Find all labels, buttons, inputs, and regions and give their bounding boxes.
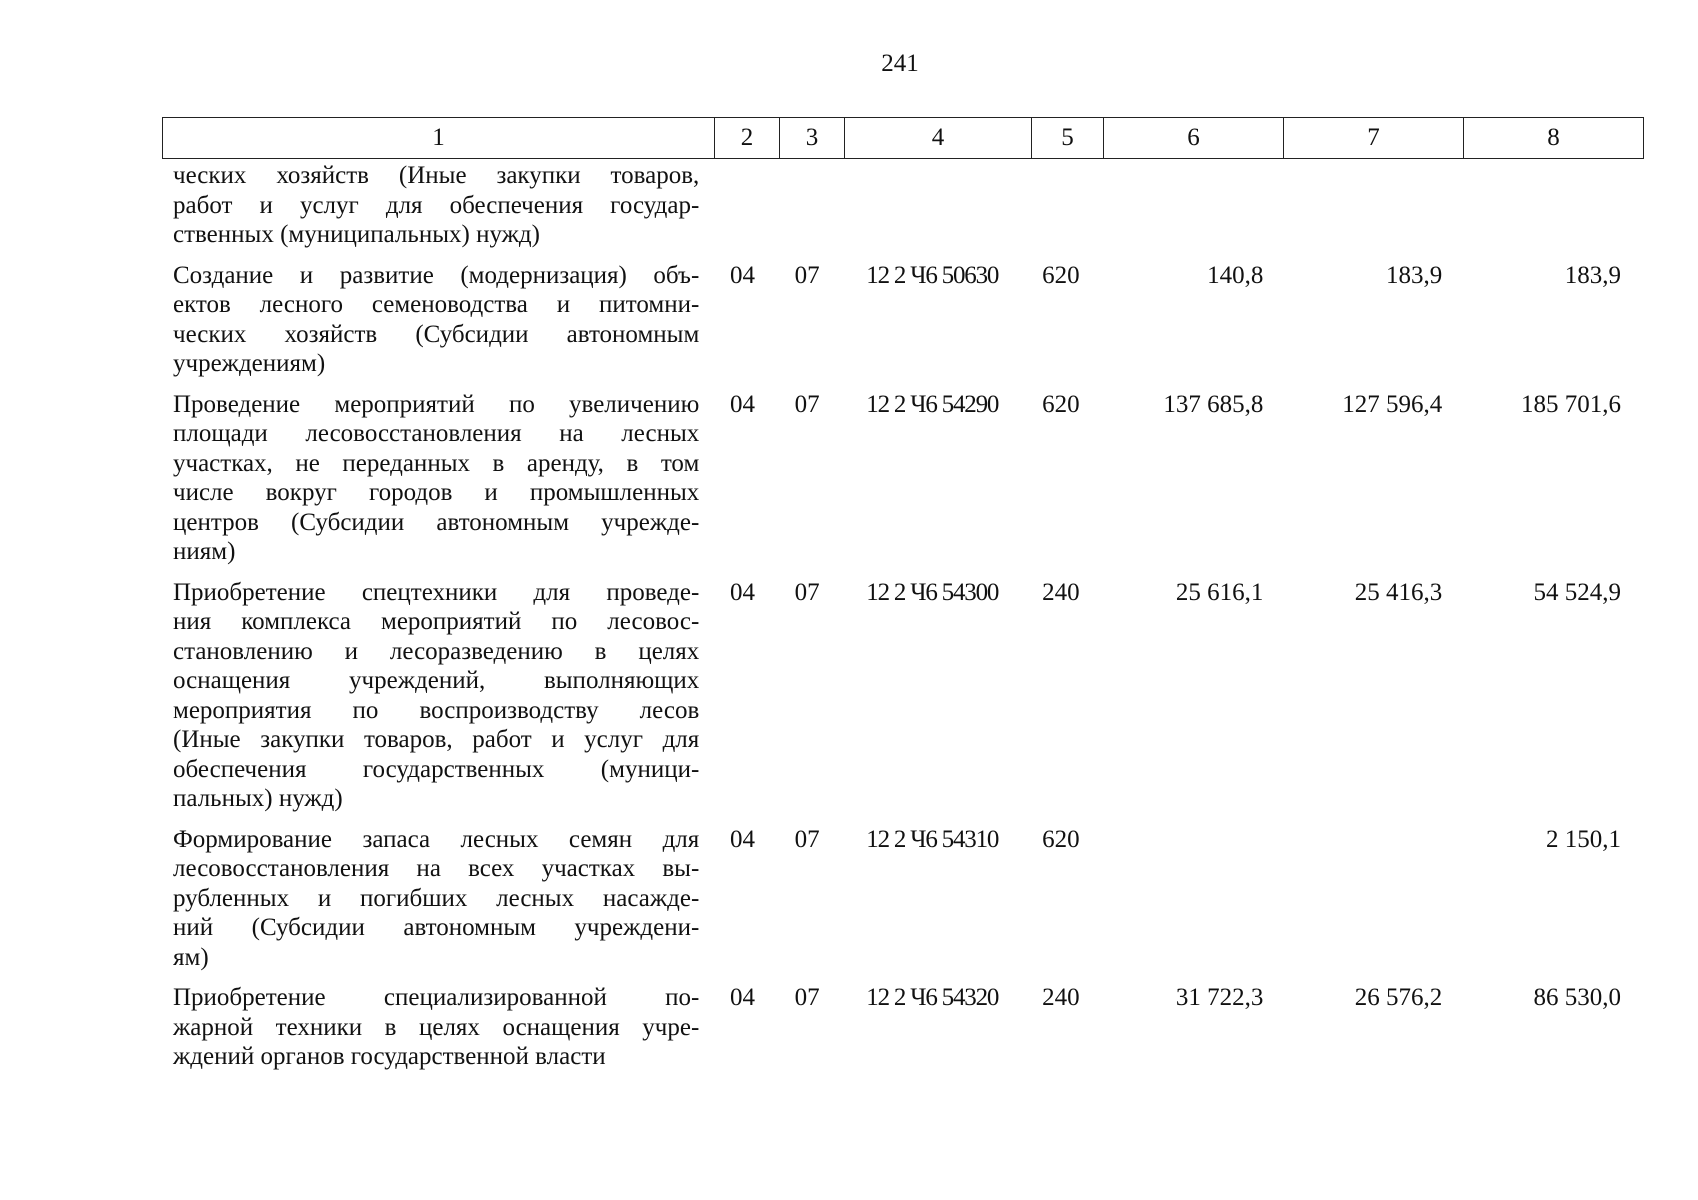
amount-col-8	[1454, 161, 1633, 250]
column-header-5: 5	[1032, 118, 1104, 159]
amount-col-6: 25 616,1	[1175, 578, 1264, 606]
amount-col-6: 137 685,8	[1163, 390, 1264, 418]
row-description	[162, 390, 710, 567]
section-code: 04	[730, 825, 756, 853]
amount-col-6	[1097, 825, 1276, 973]
description-line: оснащения учреждений, выполняющих	[173, 667, 700, 694]
description-line: ниям)	[173, 538, 236, 565]
description-line: ний (Субсидии автономным учреждени-	[173, 914, 700, 941]
description-line: Приобретение специализированной по-	[173, 984, 700, 1011]
description-line: рубленных и погибших лесных насажде-	[173, 884, 700, 912]
expense-type-code: 240	[1042, 578, 1080, 606]
amount-col-8: 185 701,6	[1521, 390, 1621, 418]
section-code	[710, 161, 775, 250]
table-row	[162, 390, 1633, 567]
description-line: жарной техники в целях оснащения учре-	[173, 1013, 700, 1041]
column-header-2: 2	[715, 118, 780, 159]
section-code: 04	[730, 984, 756, 1011]
description-line: площади лесовосстановления на лесных	[173, 420, 700, 447]
column-header-7: 7	[1284, 118, 1464, 159]
amount-col-8: 54 524,9	[1533, 578, 1621, 606]
amount-col-8: 86 530,0	[1533, 984, 1621, 1011]
description-line: лесовосстановления на всех участках вы-	[173, 855, 700, 882]
row-description	[162, 578, 710, 814]
target-item-code: 12 2 Ч6 54320	[866, 984, 999, 1011]
description-line: Проведение мероприятий по увеличению	[173, 390, 700, 418]
description-line: ния комплекса мероприятий по лесовос-	[173, 608, 700, 635]
expense-type-code: 620	[1042, 825, 1080, 853]
description-line: становлению и лесоразведению в целях	[173, 637, 700, 665]
description-line: пальных) нужд)	[173, 785, 343, 812]
description-line: (Иные закупки товаров, работ и услуг для	[173, 726, 700, 753]
description-line: ям)	[173, 943, 209, 971]
description-line: работ и услуг для обеспечения государ-	[173, 191, 700, 219]
description-line: мероприятия по воспроизводству лесов	[173, 696, 700, 724]
description-line: Приобретение спецтехники для проведе-	[173, 578, 700, 606]
table-row	[162, 261, 1633, 379]
target-item-code: 12 2 Ч6 54310	[866, 825, 999, 853]
description-line: Создание и развитие (модернизация) объ-	[173, 261, 700, 289]
subsection-code: 07	[794, 261, 820, 289]
amount-col-7: 127 596,4	[1342, 390, 1443, 418]
description-line: ческих хозяйств (Иные закупки товаров,	[173, 162, 700, 189]
table-body	[162, 161, 1633, 1083]
amount-col-7	[1275, 825, 1454, 973]
row-description	[162, 825, 710, 973]
description-line: ждений органов государственной власти	[173, 1043, 606, 1070]
description-line: ческих хозяйств (Субсидии автономным	[173, 320, 700, 348]
column-header-1: 1	[163, 118, 715, 159]
target-item-code: 12 2 Ч6 50630	[866, 261, 999, 289]
amount-col-8: 183,9	[1564, 261, 1621, 289]
description-line: числе вокруг городов и промышленных	[173, 479, 700, 506]
description-line: Формирование запаса лесных семян для	[173, 825, 700, 853]
description-line: ственных (муниципальных) нужд)	[173, 221, 540, 248]
subsection-code: 07	[794, 578, 820, 606]
table-row	[162, 983, 1633, 1072]
amount-col-6: 31 722,3	[1175, 984, 1264, 1011]
column-header-6: 6	[1104, 118, 1284, 159]
amount-col-7: 25 416,3	[1354, 578, 1443, 606]
subsection-code	[775, 161, 840, 250]
section-code: 04	[730, 578, 756, 606]
description-line: ектов лесного семеноводства и питомни-	[173, 291, 700, 318]
column-header-3: 3	[780, 118, 845, 159]
description-line: обеспечения государственных (муници-	[173, 755, 700, 783]
subsection-code: 07	[794, 825, 820, 853]
row-description	[162, 161, 710, 250]
table-row	[162, 578, 1633, 814]
section-code: 04	[730, 261, 756, 289]
expense-type-code: 620	[1042, 261, 1080, 289]
expense-type-code: 240	[1042, 984, 1080, 1011]
description-line: центров (Субсидии автономным учрежде-	[173, 508, 700, 536]
page-number: 241	[881, 50, 919, 77]
column-header-row	[163, 118, 1644, 159]
amount-col-7: 183,9	[1385, 261, 1443, 289]
expense-type-code	[1025, 161, 1097, 250]
row-description	[162, 261, 710, 379]
amount-col-7	[1275, 161, 1454, 250]
description-line: участках, не переданных в аренду, в том	[173, 449, 700, 477]
column-header-table	[162, 117, 1644, 159]
amount-col-7: 26 576,2	[1354, 984, 1443, 1011]
expense-type-code: 620	[1042, 390, 1080, 418]
amount-col-6: 140,8	[1207, 261, 1264, 289]
target-item-code: 12 2 Ч6 54300	[866, 578, 999, 606]
target-item-code	[839, 161, 1025, 250]
row-description	[162, 983, 710, 1072]
subsection-code: 07	[794, 984, 820, 1011]
target-item-code: 12 2 Ч6 54290	[866, 390, 999, 418]
amount-col-6	[1097, 161, 1276, 250]
column-header-8: 8	[1464, 118, 1644, 159]
amount-col-8: 2 150,1	[1546, 825, 1621, 853]
table-row	[162, 161, 1633, 250]
section-code: 04	[730, 390, 756, 418]
column-header-4: 4	[845, 118, 1032, 159]
subsection-code: 07	[794, 390, 820, 418]
table-row	[162, 825, 1633, 973]
description-line: учреждениям)	[173, 350, 326, 377]
